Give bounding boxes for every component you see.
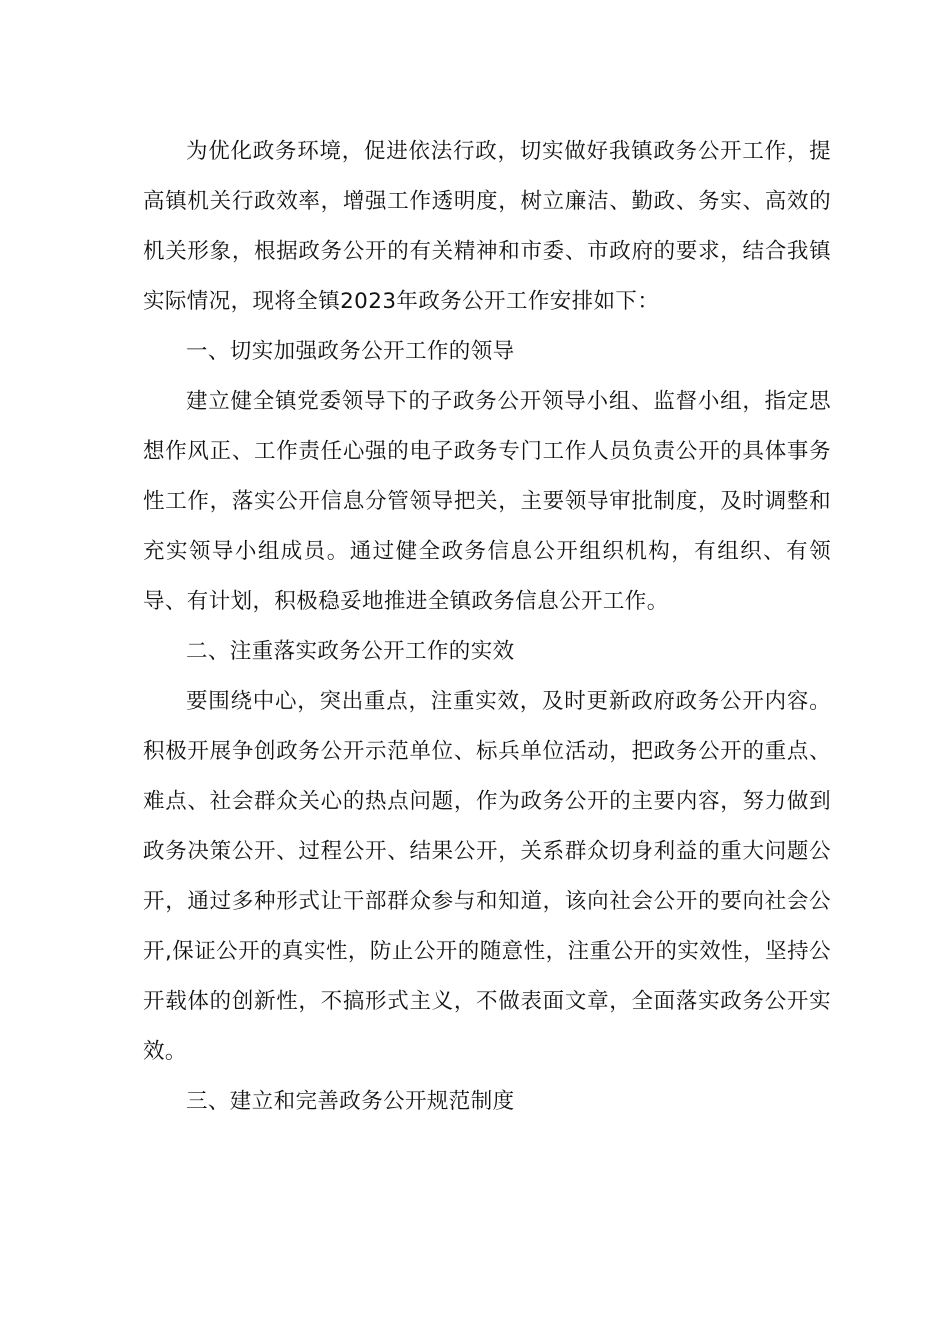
section-2-paragraph: 要围绕中心，突出重点，注重实效，及时更新政府政务公开内容。积极开展争创政务公开示范单位、标兵单位活动，把政务公开的重点、难点、社会群众关心的热点问题，作为政务公开的主要内容，努力做到政务决策公开、过程公开、结果公开，关系群众切身利益的重大问题公开，通过多种形式让干部群众参与和知道，该向社会公开的要向社会公开,保证公开的真实性，防止公开的随意性，注重公开的实效性，坚持公开载体的创新性，不搞形式主义，不做表面文章，全面落实政务公开实效。: [143, 689, 831, 1064]
intro-paragraph: 为优化政务环境，促进依法行政，切实做好我镇政务公开工作，提高镇机关行政效率，增强工作透明度，树立廉洁、勤政、务实、高效的机关形象，根据政务公开的有关精神和市委、市政府的要求，结合我镇实际情况，现将全镇2023年政务公开工作安排如下：: [143, 139, 831, 314]
section-heading-3: 三、建立和完善政务公开规范制度: [186, 1089, 515, 1114]
section-heading-1: 一、切实加强政务公开工作的领导: [186, 339, 515, 364]
section-heading-2: 二、注重落实政务公开工作的实效: [186, 639, 515, 664]
section-1-paragraph: 建立健全镇党委领导下的子政务公开领导小组、监督小组，指定思想作风正、工作责任心强的电子政务专门工作人员负责公开的具体事务性工作，落实公开信息分管领导把关，主要领导审批制度，及时调整和充实领导小组成员。通过健全政务信息公开组织机构，有组织、有领导、有计划，积极稳妥地推进全镇政务信息公开工作。: [143, 389, 831, 614]
document-body: [143, 127, 831, 1127]
